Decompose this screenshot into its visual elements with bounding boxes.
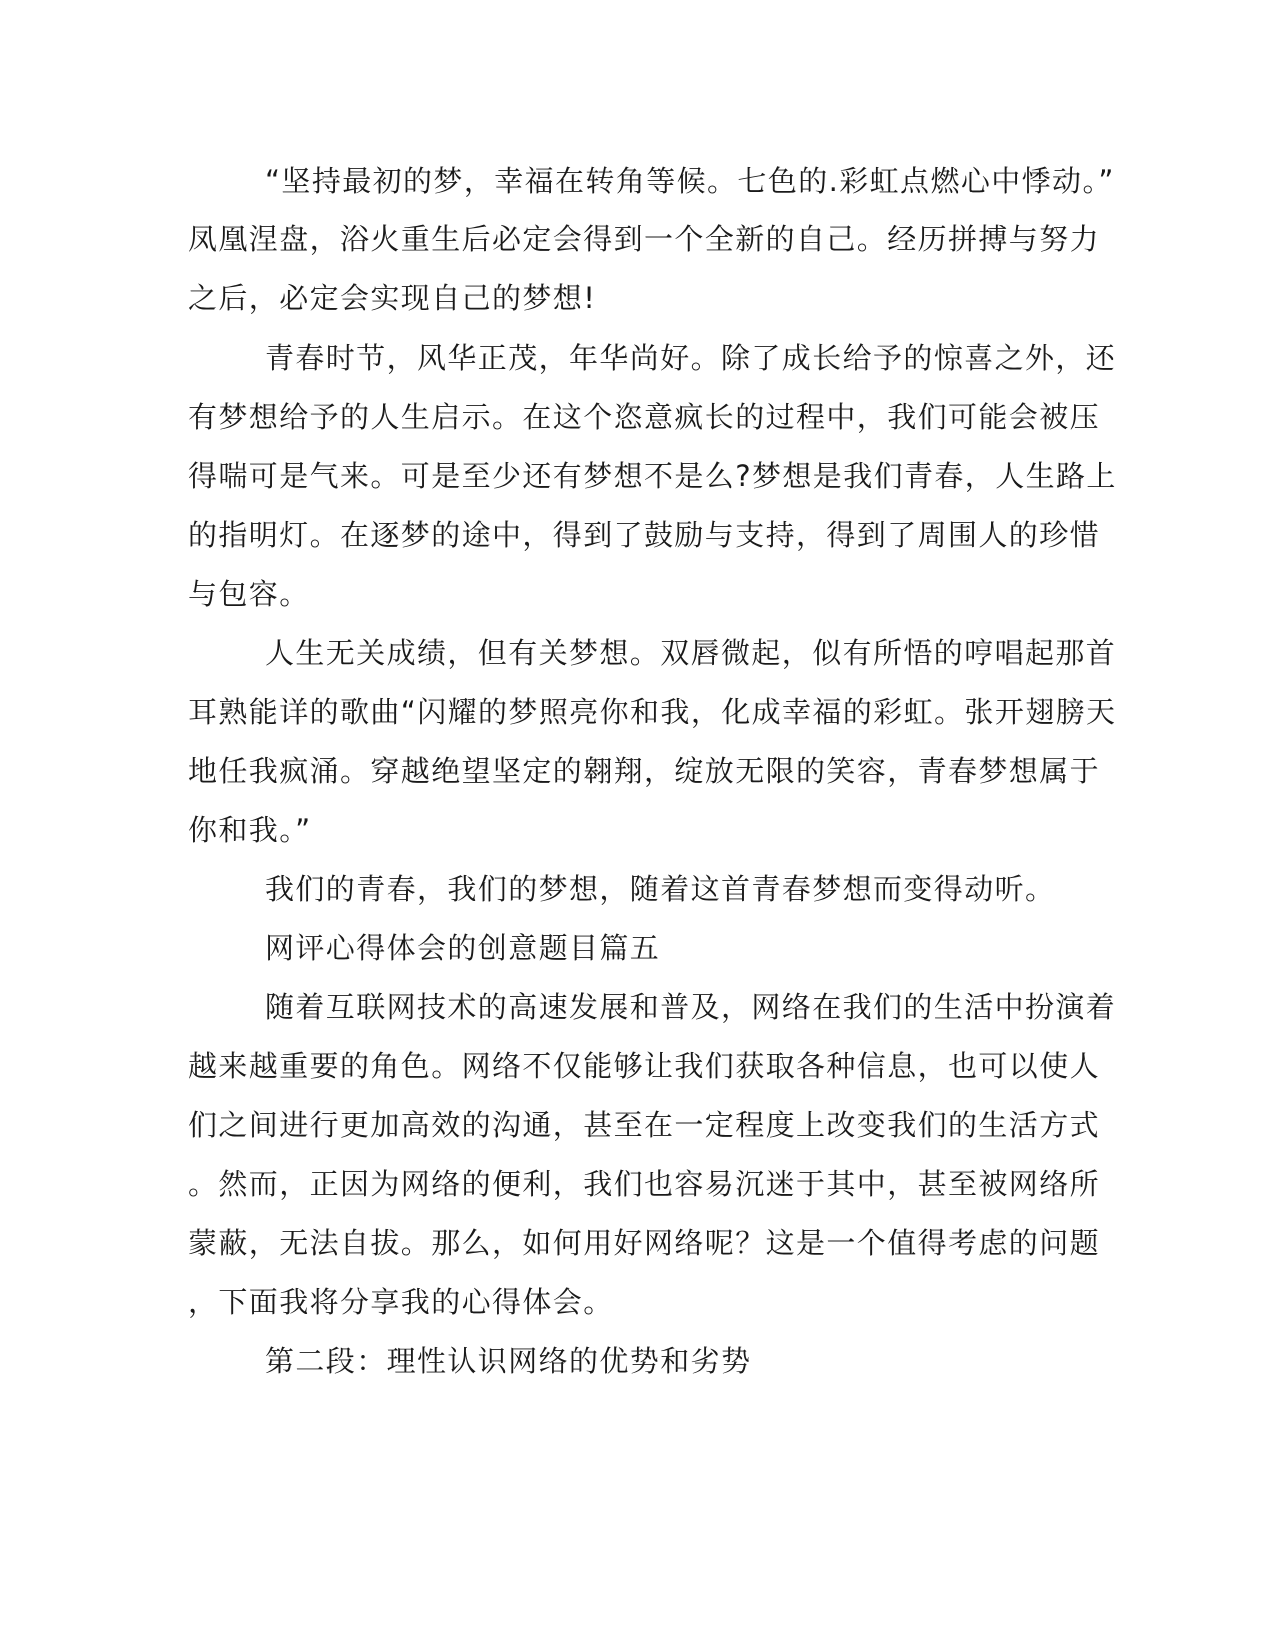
text-line: 的指明灯。在逐梦的途中，得到了鼓励与支持，得到了周围人的珍惜 bbox=[188, 518, 1101, 552]
text-line: 我们的青春，我们的梦想，随着这首青春梦想而变得动听。 bbox=[265, 872, 1056, 906]
text-line: “坚持最初的梦，幸福在转角等候。七色的.彩虹点燃心中悸动。” bbox=[265, 164, 1115, 198]
text-line: 随着互联网技术的高速发展和普及，网络在我们的生活中扮演着 bbox=[265, 990, 1117, 1024]
text-line: 青春时节，风华正茂，年华尚好。除了成长给予的惊喜之外，还 bbox=[265, 341, 1117, 375]
text-line: 人生无关成绩，但有关梦想。双唇微起，似有所悟的哼唱起那首 bbox=[265, 636, 1117, 670]
text-line: 耳熟能详的歌曲“闪耀的梦照亮你和我，化成幸福的彩虹。张开翅膀天 bbox=[188, 695, 1117, 729]
text-line: 你和我。” bbox=[188, 813, 312, 847]
text-line: 之后，必定会实现自己的梦想! bbox=[188, 281, 597, 315]
text-line: 们之间进行更加高效的沟通，甚至在一定程度上改变我们的生活方式 bbox=[188, 1108, 1101, 1142]
text-line: ，下面我将分享我的心得体会。 bbox=[188, 1285, 614, 1319]
text-line: 凤凰涅盘，浴火重生后必定会得到一个全新的自己。经历拼搏与努力 bbox=[188, 222, 1101, 256]
text-line: 蒙蔽，无法自拔。那么，如何用好网络呢？这是一个值得考虑的问题 bbox=[188, 1226, 1101, 1260]
section-title: 网评心得体会的创意题目篇五 bbox=[265, 931, 661, 965]
section-heading: 第二段：理性认识网络的优势和劣势 bbox=[265, 1344, 752, 1378]
text-line: 地任我疯涌。穿越绝望坚定的翱翔，绽放无限的笑容，青春梦想属于 bbox=[188, 754, 1101, 788]
text-line: 。然而，正因为网络的便利，我们也容易沉迷于其中，甚至被网络所 bbox=[188, 1167, 1101, 1201]
text-line: 有梦想给予的人生启示。在这个恣意疯长的过程中，我们可能会被压 bbox=[188, 400, 1101, 434]
text-line: 得喘可是气来。可是至少还有梦想不是么?梦想是我们青春，人生路上 bbox=[188, 459, 1117, 493]
text-line: 与包容。 bbox=[188, 577, 310, 611]
text-line: 越来越重要的角色。网络不仅能够让我们获取各种信息，也可以使人 bbox=[188, 1049, 1101, 1083]
